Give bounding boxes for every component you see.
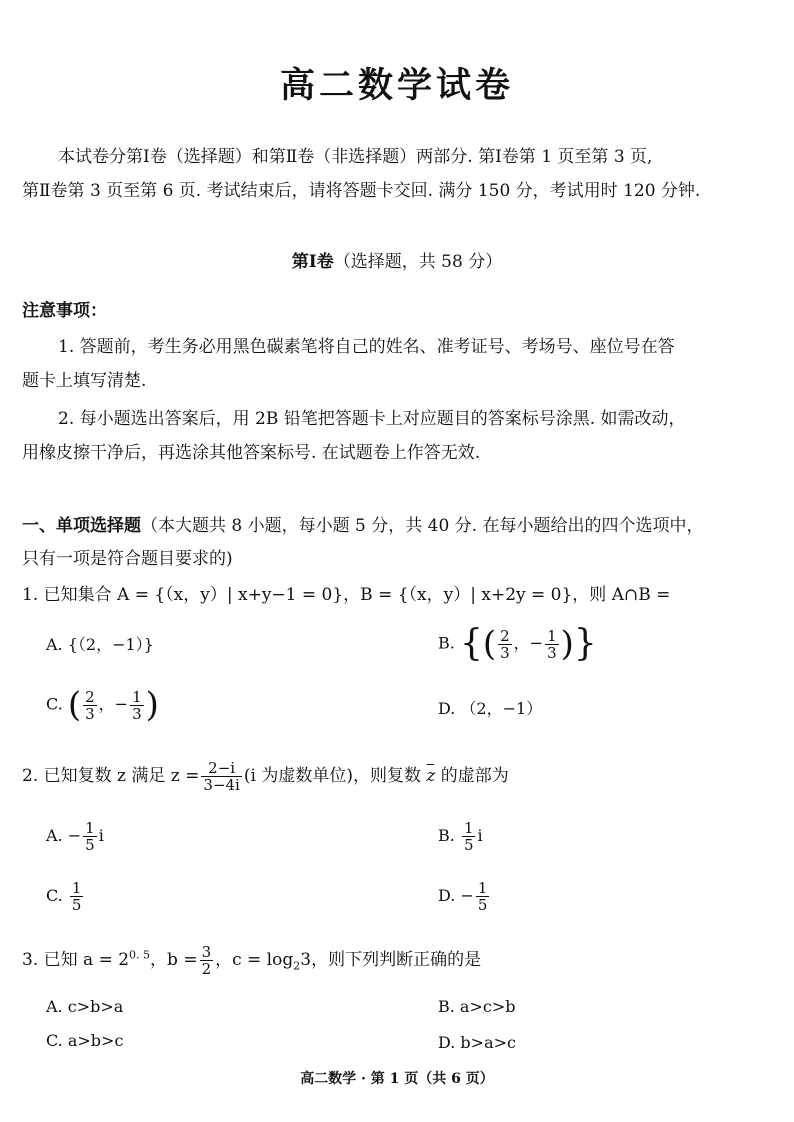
q3-stem-part-d: 3，则下列判断正确的是 (300, 950, 482, 970)
imaginary-unit: i (477, 826, 483, 845)
q2-option-b-label: B. (438, 826, 455, 845)
q3-stem-part-c: ，c = log (215, 950, 294, 970)
q2-stem-part-b: (i 为虚数单位)，则复数 (243, 766, 421, 786)
q2-option-d (438, 880, 491, 913)
fraction-numerator: 1 (547, 626, 557, 645)
paren-close: ) (145, 685, 159, 725)
q2-option-c (46, 880, 85, 913)
intro-line-2: 第Ⅱ卷第 3 页至第 6 页. 考试结束后，请将答题卡交回. 满分 150 分，考试用时 120 分钟. (22, 181, 701, 201)
section-header-bold: 第Ⅰ卷 (291, 252, 334, 272)
fraction-numerator: 2−i (201, 760, 241, 777)
fraction-denominator: 5 (477, 896, 488, 914)
section-header-rest: （选择题，共 58 分） (333, 252, 503, 272)
q3-stem-part-a: 3. 已知 a = 2 (22, 950, 130, 970)
fraction (83, 820, 97, 853)
q2-option-c-label: C. (46, 886, 63, 905)
q3-option-c: C. a>b>c (46, 1031, 124, 1050)
q3-option-b: B. a>c>b (438, 997, 516, 1016)
fraction (130, 689, 144, 722)
question-2-stem (22, 760, 509, 793)
fraction-numerator: 1 (477, 879, 488, 897)
fraction (498, 628, 512, 661)
exponent: 0. 5 (129, 948, 151, 962)
fraction (83, 689, 97, 722)
part1-heading (22, 515, 704, 537)
paren-open: ( (67, 685, 82, 725)
fraction-numerator: 2 (85, 687, 95, 706)
q2-option-d-label: D. − (438, 886, 474, 905)
notice-item2-line1: 2. 每小题选出答案后，用 2B 铅笔把答题卡上对应题目的答案标号涂黑. 如需改动， (58, 409, 686, 429)
q2-option-a-label: A. − (46, 826, 82, 845)
fraction-denominator: 2 (201, 960, 212, 978)
fraction-denominator: 3 (547, 643, 557, 662)
fraction-numerator: 1 (132, 687, 142, 706)
q3-stem-part-b: ，b = (150, 950, 198, 970)
part1-heading-line2: 只有一项是符合题目要求的) (22, 549, 233, 569)
q2-stem-part-a: 2. 已知复数 z 满足 z = (22, 766, 200, 786)
log-base: 2 (293, 959, 301, 973)
fraction (200, 944, 214, 977)
q2-stem-part-c: 的虚部为 (440, 766, 509, 786)
page-footer: 高二数学 · 第 1 页（共 6 页） (300, 1071, 494, 1087)
section-header (0, 251, 794, 273)
notice-item2-line2: 用橡皮擦干净后，再选涂其他答案标号. 在试题卷上作答无效. (22, 443, 481, 463)
brace-close: } (573, 623, 597, 664)
question-3-stem (22, 944, 481, 977)
fraction-denominator: 3−4i (203, 776, 240, 794)
fraction-numerator: 1 (71, 879, 82, 897)
part1-heading-rest: （本大题共 8 小题，每小题 5 分，共 40 分. 在每小题给出的四个选项中， (141, 516, 704, 536)
fraction-numerator: 1 (463, 819, 474, 837)
fraction-denominator: 5 (71, 896, 82, 914)
q1-option-d: D. （2，−1） (438, 699, 543, 718)
separator: ，− (98, 694, 129, 714)
paren-close: ) (560, 624, 574, 664)
intro-line-1: 本试卷分第Ⅰ卷（选择题）和第Ⅱ卷（非选择题）两部分. 第Ⅰ卷第 1 页至第 3 页, (58, 147, 653, 167)
q1-option-b-label: B. (438, 633, 455, 653)
notice-title: 注意事项： (22, 301, 107, 321)
fraction-denominator: 3 (132, 704, 142, 723)
q2-option-b (438, 820, 483, 853)
q1-option-b (438, 623, 597, 664)
separator: ，− (513, 633, 544, 653)
fraction (462, 820, 476, 853)
notice-item1-line2: 题卡上填写清楚. (22, 371, 147, 391)
fraction-denominator: 3 (500, 643, 510, 662)
q3-option-d: D. b>a>c (438, 1033, 516, 1052)
part1-heading-bold: 一、单项选择题 (22, 516, 141, 536)
fraction-denominator: 3 (85, 704, 95, 723)
fraction (201, 760, 241, 793)
fraction (545, 628, 559, 661)
fraction-numerator: 3 (201, 943, 212, 961)
q1-option-c-label: C. (46, 694, 63, 714)
q2-option-a (46, 820, 104, 853)
conjugate-z: z (426, 766, 436, 786)
q1-option-c (46, 685, 159, 725)
q3-option-a: A. c>b>a (46, 997, 124, 1016)
imaginary-unit: i (98, 826, 104, 845)
fraction-denominator: 5 (85, 836, 95, 854)
paren-open: ( (482, 624, 497, 664)
q1-option-a: A. {（2，−1）} (46, 635, 154, 654)
fraction (476, 880, 490, 913)
question-1-stem: 1. 已知集合 A = {（x，y）| x+y−1 = 0}，B = {（x，y）| x+2y = 0}，则 A∩B = (22, 585, 671, 605)
brace-open: { (459, 623, 483, 664)
notice-item1-line1: 1. 答题前，考生务必用黑色碳素笔将自己的姓名、准考证号、考场号、座位号在答 (58, 337, 675, 357)
fraction (70, 880, 84, 913)
fraction-denominator: 5 (463, 836, 474, 854)
page-title: 高二数学试卷 (279, 65, 514, 106)
fraction-numerator: 1 (85, 819, 95, 837)
fraction-numerator: 2 (500, 626, 510, 645)
